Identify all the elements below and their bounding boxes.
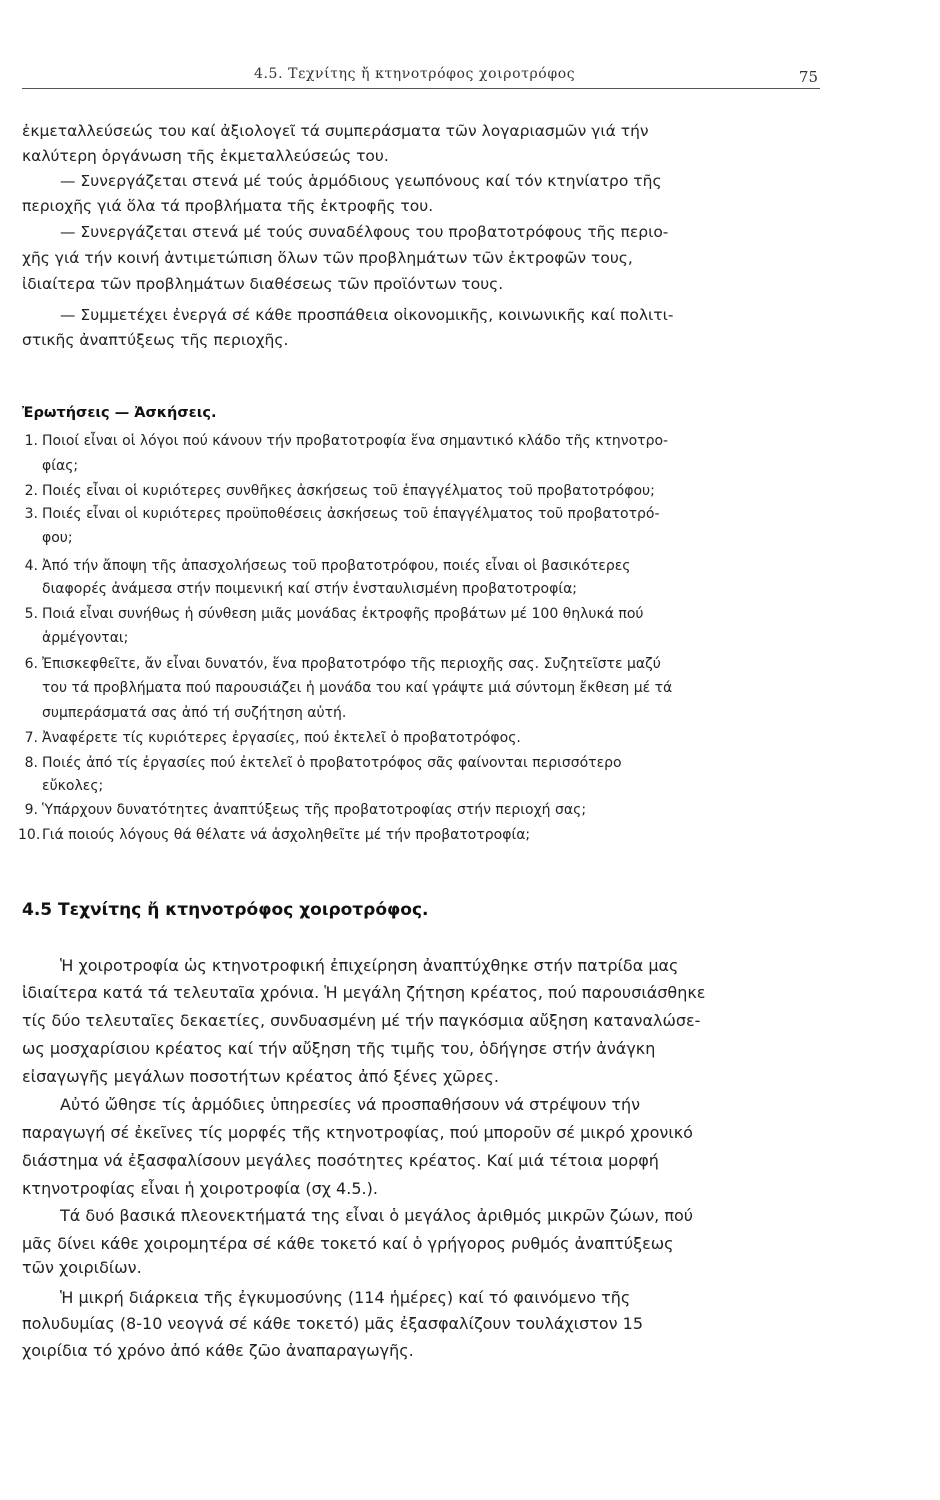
question-text: διαφορές ἀνάμεσα στήν ποιμενική καί στήν ἐνσταυλισμένη προβατοτροφία; xyxy=(42,581,578,597)
body-line: εἰσαγωγῆς μεγάλων ποσοτήτων κρέατος ἀπό ξένες χῶρες. xyxy=(22,1067,499,1086)
question-text: Ποιοί εἶναι οἱ λόγοι πού κάνουν τήν προβατοτροφία ἕνα σημαντικό κλάδο τῆς κτηνοτρο- xyxy=(42,433,669,449)
section-heading: 4.5 Τεχνίτης ἤ κτηνοτρόφος χοιροτρόφος. xyxy=(22,900,429,920)
running-header xyxy=(22,62,820,89)
body-line: Αὐτό ὤθησε τίς ἁρμόδιες ὑπηρεσίες νά προσπαθήσουν νά στρέψουν τήν xyxy=(60,1095,641,1114)
body-line: πολυδυμίας (8-10 νεογνά σέ κάθε τοκετό) μᾶς ἐξασφαλίζουν τουλάχιστον 15 xyxy=(22,1314,644,1333)
question-number: 9. xyxy=(24,802,38,818)
question-number: 2. xyxy=(24,483,38,499)
intro-line: — Συνεργάζεται στενά μέ τούς ἁρμόδιους γεωπόνους καί τόν κτηνίατρο τῆς xyxy=(60,172,662,190)
question-text: φου; xyxy=(42,530,73,546)
intro-line: καλύτερη ὀργάνωση τῆς ἐκμεταλλεύσεώς του. xyxy=(22,147,389,165)
question-line xyxy=(18,606,644,622)
question-number: 10. xyxy=(18,827,41,843)
question-line xyxy=(18,778,103,794)
body-line: ἰδιαίτερα κατά τά τελευταῖα χρόνια. Ἡ μεγάλη ζήτηση κρέατος, πού παρουσιάσθηκε xyxy=(22,983,706,1002)
body-line: Ἡ χοιροτροφία ὡς κτηνοτροφική ἐπιχείρηση ἀναπτύχθηκε στήν πατρίδα μας xyxy=(60,956,679,975)
intro-line: — Συνεργάζεται στενά μέ τούς συναδέλφους του προβατοτρόφους τῆς περιο- xyxy=(60,223,669,241)
intro-line: στικῆς ἀναπτύξεως τῆς περιοχῆς. xyxy=(22,331,289,349)
question-text: ἀρμέγονται; xyxy=(42,630,129,646)
question-text: Ἀναφέρετε τίς κυριότερες ἐργασίες, πού ἐκτελεῖ ὁ προβατοτρόφος. xyxy=(42,730,521,746)
question-number: 8. xyxy=(24,755,38,771)
intro-line: περιοχῆς γιά ὅλα τά προβλήματα τῆς ἐκτροφῆς του. xyxy=(22,197,434,215)
question-number: 5. xyxy=(24,606,38,622)
question-line xyxy=(18,630,128,646)
body-line: κτηνοτροφίας εἶναι ἡ χοιροτροφία (σχ 4.5.). xyxy=(22,1179,378,1198)
question-text: φίας; xyxy=(42,458,79,474)
intro-line: ἐκμεταλλεύσεώς του καί ἀξιολογεῖ τά συμπεράσματα τῶν λογαριασμῶν γιά τήν xyxy=(22,122,649,140)
question-line xyxy=(18,755,622,771)
question-number: 3. xyxy=(24,506,38,522)
question-line xyxy=(18,458,78,474)
question-number: 4. xyxy=(24,558,38,574)
body-line: Τά δυό βασικά πλεονεκτήματά της εἶναι ὁ μεγάλος ἀριθμός μικρῶν ζώων, πού xyxy=(60,1206,694,1225)
question-line xyxy=(18,506,660,522)
body-line: ως μοσχαρίσιου κρέατος καί τήν αὔξηση τῆς τιμῆς του, ὁδήγησε στήν ἀνάγκη xyxy=(22,1039,656,1058)
body-line: χοιρίδια τό χρόνο ἀπό κάθε ζῶο ἀναπαραγωγῆς. xyxy=(22,1341,414,1360)
question-line xyxy=(18,656,661,672)
question-line xyxy=(18,827,530,843)
body-line: τῶν χοιριδίων. xyxy=(22,1258,142,1277)
page-number: 75 xyxy=(798,68,818,86)
question-text: Ἐπισκεφθεῖτε, ἄν εἶναι δυνατόν, ἕνα προβατοτρόφο τῆς περιοχῆς σας. Συζητεῖστε μαζύ xyxy=(42,656,661,672)
question-line xyxy=(18,483,655,499)
questions-heading: Ἐρωτήσεις — Ἀσκήσεις. xyxy=(22,405,217,421)
intro-line: — Συμμετέχει ἐνεργά σέ κάθε προσπάθεια οἰκονομικῆς, κοινωνικῆς καί πολιτι- xyxy=(60,306,674,324)
body-line: παραγωγή σέ ἐκεῖνες τίς μορφές τῆς κτηνοτροφίας, πού μποροῦν σέ μικρό χρονικό xyxy=(22,1123,693,1142)
question-text: Ἀπό τήν ἄποψη τῆς ἀπασχολήσεως τοῦ προβατοτρόφου, ποιές εἶναι οἱ βασικότερες xyxy=(42,558,631,574)
body-line: Ἡ μικρή διάρκεια τῆς ἐγκυμοσύνης (114 ἡμέρες) καί τό φαινόμενο τῆς xyxy=(60,1288,631,1307)
body-line: μᾶς δίνει κάθε χοιρομητέρα σέ κάθε τοκετό καί ὁ γρήγορος ρυθμός ἀναπτύξεως xyxy=(22,1234,674,1253)
question-line xyxy=(18,530,73,546)
question-number: 6. xyxy=(24,656,38,672)
body-line: τίς δύο τελευταῖες δεκαετίες, συνδυασμένη μέ τήν παγκόσμια αὔξηση καταναλώσε- xyxy=(22,1011,701,1030)
question-number: 1. xyxy=(24,433,38,449)
question-line xyxy=(18,558,631,574)
question-text: Ὑπάρχουν δυνατότητες ἀναπτύξεως τῆς προβατοτροφίας στήν περιοχή σας; xyxy=(42,802,587,818)
running-title: 4.5. Τεχνίτης ἤ κτηνοτρόφος χοιροτρόφος xyxy=(254,66,576,82)
question-text: Ποιές ἀπό τίς ἐργασίες πού ἐκτελεῖ ὁ προβατοτρόφος σᾶς φαίνονται περισσότερο xyxy=(42,755,622,771)
intro-line: ἰδιαίτερα τῶν προβλημάτων διαθέσεως τῶν προϊόντων τους. xyxy=(22,275,504,293)
body-line: διάστημα νά ἐξασφαλίσουν μεγάλες ποσότητες κρέατος. Καί μιά τέτοια μορφή xyxy=(22,1151,659,1170)
question-line xyxy=(18,802,586,818)
question-number: 7. xyxy=(24,730,38,746)
question-text: Ποιές εἶναι οἱ κυριότερες προϋποθέσεις ἀσκήσεως τοῦ ἐπαγγέλματος τοῦ προβατοτρό- xyxy=(42,506,660,522)
intro-line: χῆς γιά τήν κοινή ἀντιμετώπιση ὅλων τῶν προβλημάτων τῶν ἐκτροφῶν τους, xyxy=(22,249,633,267)
question-line xyxy=(18,730,521,746)
question-line xyxy=(18,680,672,696)
question-line xyxy=(18,433,668,449)
question-line xyxy=(18,581,577,597)
question-text: Ποιές εἶναι οἱ κυριότερες συνθῆκες ἀσκήσεως τοῦ ἐπαγγέλματος τοῦ προβατοτρόφου; xyxy=(42,483,655,499)
question-line xyxy=(18,705,346,721)
question-text: συμπεράσματά σας ἀπό τή συζήτηση αὐτή. xyxy=(42,705,347,721)
question-text: του τά προβλήματα πού παρουσιάζει ἡ μονάδα του καί γράψτε μιά σύντομη ἔκθεση μέ τά xyxy=(42,680,673,696)
question-text: Γιά ποιούς λόγους θά θέλατε νά ἀσχοληθεῖτε μέ τήν προβατοτροφία; xyxy=(42,827,531,843)
question-text: Ποιά εἶναι συνήθως ἡ σύνθεση μιᾶς μονάδας ἐκτροφῆς προβάτων μέ 100 θηλυκά πού xyxy=(42,606,644,622)
question-text: εὔκολες; xyxy=(42,778,104,794)
